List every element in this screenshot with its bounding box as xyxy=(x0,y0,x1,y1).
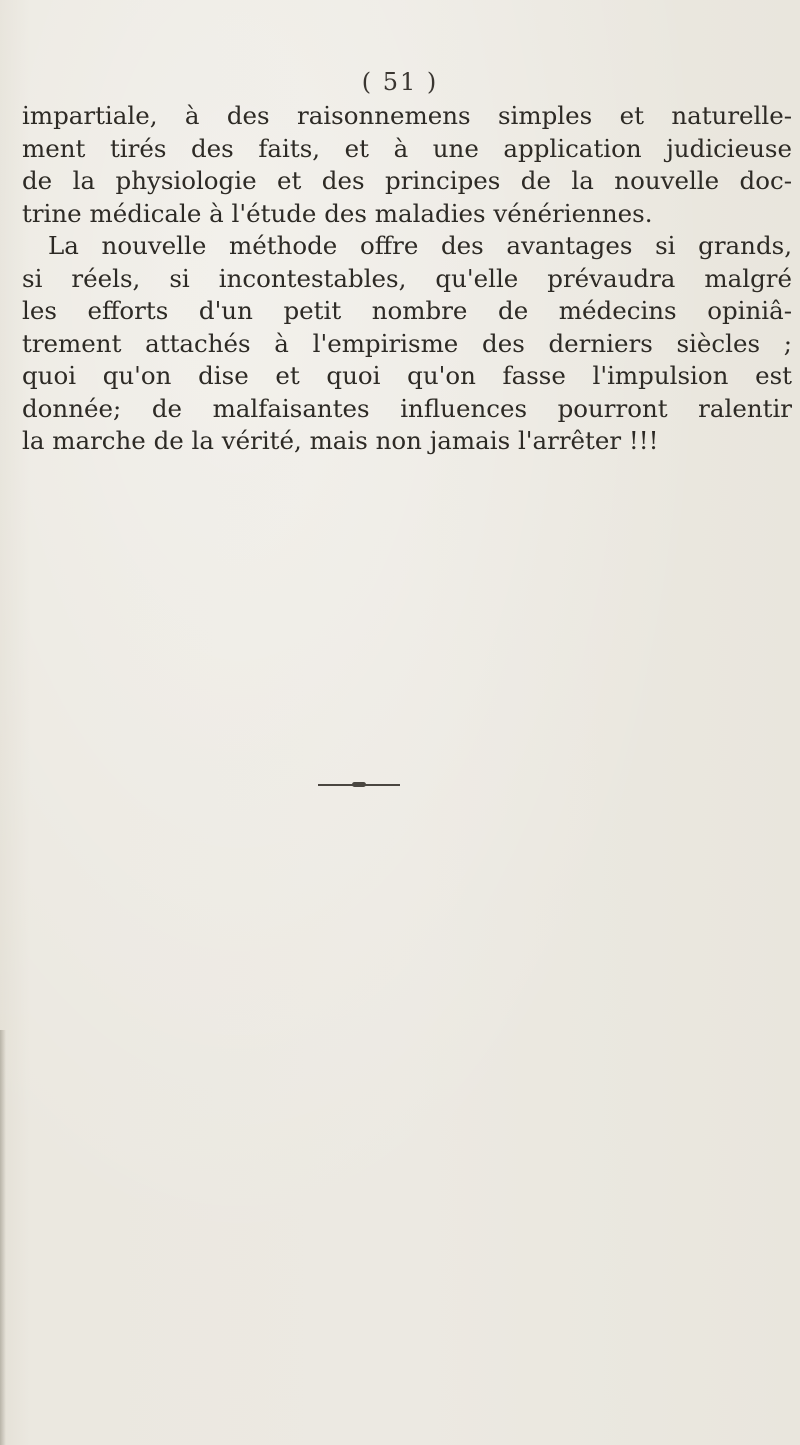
text-line: donnée; de malfaisantes influences pourront ralentir xyxy=(22,393,792,423)
section-divider xyxy=(318,784,400,786)
text-line: ment tirés des faits, et à une application judicieuse xyxy=(22,133,792,163)
text-line: trine médicale à l'étude des maladies vénériennes. xyxy=(22,198,653,228)
text-line: si réels, si incontestables, qu'elle prévaudra malgré xyxy=(22,263,792,293)
text-line: de la physiologie et des principes de la nouvelle doc- xyxy=(22,166,792,195)
text-line: les efforts d'un petit nombre de médecins opiniâ- xyxy=(22,296,792,325)
text-line: impartiale, à des raisonnemens simples et naturelle- xyxy=(22,101,792,130)
text-line: trement attachés à l'empirisme des derniers siècles ; xyxy=(22,328,792,358)
text-line: La nouvelle méthode offre des avantages si grands, xyxy=(48,231,792,260)
page-number: ( 51 ) xyxy=(361,68,439,96)
text-line: la marche de la vérité, mais non jamais l'arrêter !!! xyxy=(22,426,659,455)
page-edge-shadow xyxy=(0,1030,6,1445)
body-paragraph xyxy=(22,100,792,458)
text-line: quoi qu'on dise et quoi qu'on fasse l'impulsion est xyxy=(22,361,792,390)
